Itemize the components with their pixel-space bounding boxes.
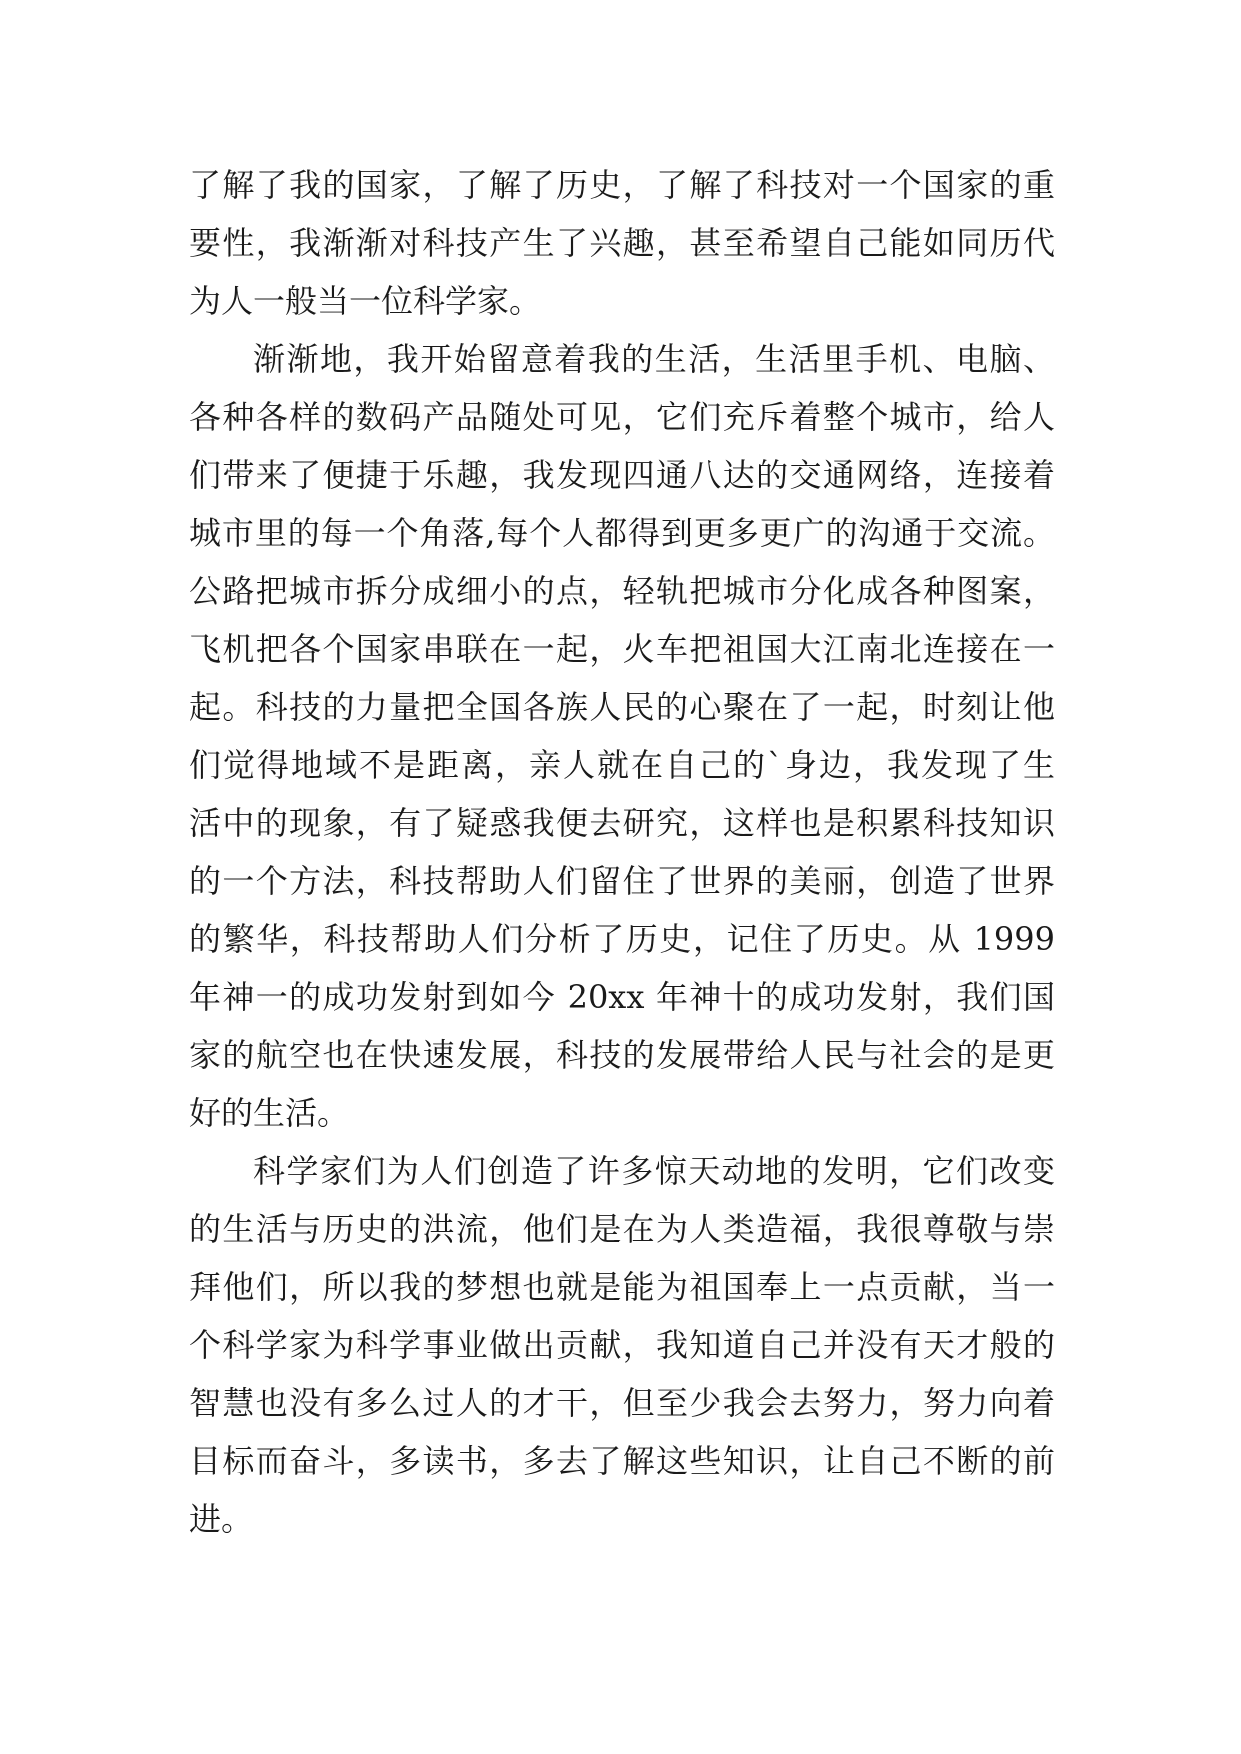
text-line: 城市里的每一个角落,每个人都得到更多更广的沟通于交流。 <box>189 514 1055 552</box>
text-line: 要性，我渐渐对科技产生了兴趣，甚至希望自己能如同历代 <box>189 224 1055 262</box>
text-line: 各种各样的数码产品随处可见，它们充斥着整个城市，给人 <box>189 398 1055 436</box>
text-line: 们带来了便捷于乐趣，我发现四通八达的交通网络，连接着 <box>189 456 1055 494</box>
text-line: 科学家们为人们创造了许多惊天动地的发明，它们改变 <box>253 1152 1055 1190</box>
text-line: 的一个方法，科技帮助人们留住了世界的美丽，创造了世界 <box>189 862 1055 900</box>
text-line: 智慧也没有多么过人的才干，但至少我会去努力，努力向着 <box>189 1384 1055 1422</box>
text-line: 的繁华，科技帮助人们分析了历史，记住了历史。从 1999 <box>189 920 1055 958</box>
text-line: 拜他们，所以我的梦想也就是能为祖国奉上一点贡献，当一 <box>189 1268 1055 1306</box>
text-line: 为人一般当一位科学家。 <box>189 282 542 320</box>
text-line: 的生活与历史的洪流，他们是在为人类造福，我很尊敬与崇 <box>189 1210 1055 1248</box>
paragraph <box>189 330 1055 1142</box>
essay-body <box>189 156 1055 1548</box>
text-line: 目标而奋斗，多读书，多去了解这些知识，让自己不断的前 <box>189 1442 1055 1480</box>
text-line: 好的生活。 <box>189 1094 350 1132</box>
text-line: 们觉得地域不是距离，亲人就在自己的`身边，我发现了生 <box>189 746 1055 784</box>
text-line: 飞机把各个国家串联在一起，火车把祖国大江南北连接在一 <box>189 630 1055 668</box>
text-line: 了解了我的国家，了解了历史，了解了科技对一个国家的重 <box>189 166 1055 204</box>
text-line: 年神一的成功发射到如今 20xx 年神十的成功发射，我们国 <box>189 978 1055 1016</box>
paragraph <box>189 1142 1055 1548</box>
text-line: 活中的现象，有了疑惑我便去研究，这样也是积累科技知识 <box>189 804 1055 842</box>
text-line: 个科学家为科学事业做出贡献，我知道自己并没有天才般的 <box>189 1326 1055 1364</box>
text-line: 起。科技的力量把全国各族人民的心聚在了一起，时刻让他 <box>189 688 1055 726</box>
text-line: 进。 <box>189 1500 254 1538</box>
text-line: 公路把城市拆分成细小的点，轻轨把城市分化成各种图案， <box>189 572 1055 610</box>
text-line: 渐渐地，我开始留意着我的生活，生活里手机、电脑、 <box>253 340 1055 378</box>
paragraph <box>189 156 1055 330</box>
text-line: 家的航空也在快速发展，科技的发展带给人民与社会的是更 <box>189 1036 1055 1074</box>
